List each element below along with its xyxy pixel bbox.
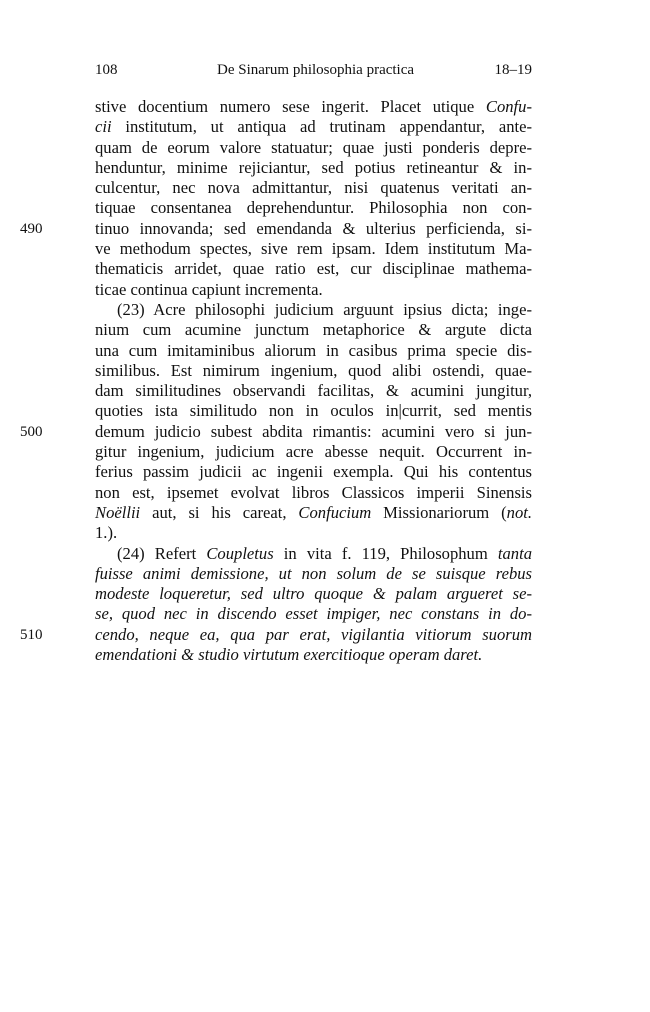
text-segment: similibus. Est nimirum ingenium, quod alibi ostendi, quae- (95, 360, 532, 380)
italic-text: Coupletus (206, 543, 274, 563)
text-segment: non est, ipsemet evolvat libros Classicos imperii Sinensis (95, 482, 532, 502)
text-line (95, 361, 532, 381)
body-text (20, 97, 533, 665)
text-line (95, 462, 532, 482)
text-segment: ve methodum spectes, sive rem ipsam. Idem institutum Ma- (95, 239, 532, 259)
text-line (95, 259, 532, 279)
text-segment: ticae continua capiunt incrementa. (95, 279, 323, 299)
text-line (95, 320, 532, 340)
text-segment: (24) Refert (117, 543, 207, 563)
text-line (95, 158, 532, 178)
text-segment: una cum imitaminibus aliorum in casibus prima specie dis- (95, 340, 532, 360)
text-line (95, 564, 532, 584)
running-head (95, 62, 532, 82)
italic-text: Confucium (298, 502, 372, 522)
text-segment: in vita f. 119, Philosophum (273, 543, 498, 563)
line-number: 500 (20, 423, 43, 440)
italic-text: modeste loqueretur, sed ultro quoque & palam argueret se- (95, 584, 532, 604)
text-line (95, 442, 532, 462)
text-segment: Missionariorum ( (371, 502, 507, 522)
italic-text: fuisse animi demissione, ut non solum de se suisque rebus (95, 563, 532, 583)
text-line (95, 401, 532, 421)
text-segment: tinuo innovanda; sed emendanda & ulterius perficienda, si- (95, 218, 532, 238)
text-line (95, 280, 532, 300)
italic-text: cendo, neque ea, qua par erat, vigilantia vitiorum suorum (95, 624, 532, 644)
text-segment: tiquae consentanea deprehenduntur. Philosophia non con- (95, 198, 532, 218)
text-segment: (23) Acre philosophi judicium arguunt ipsius dicta; inge- (117, 299, 532, 319)
text-line (95, 239, 532, 259)
line-number: 510 (20, 626, 43, 643)
text-line (20, 624, 532, 645)
text-line (95, 341, 532, 361)
text-segment: culcentur, nec nova admittantur, nisi quatenus veritati an- (95, 178, 532, 198)
italic-text: not. (506, 502, 533, 522)
text-segment: 1.). (95, 523, 118, 543)
text-segment: aut, si his careat, (140, 502, 299, 522)
page-number: 108 (95, 62, 118, 78)
text-line (95, 97, 532, 117)
text-segment: henduntur, minime rejiciantur, sed potius retineantur & in- (95, 157, 532, 177)
italic-text: Noëllii (95, 502, 141, 522)
text-segment: thematicis arridet, quae ratio est, cur disciplinae mathema- (95, 259, 532, 279)
text-line (95, 198, 532, 218)
text-segment: quam de eorum valore statuatur; quae justi ponderis depre- (95, 137, 532, 157)
text-line (95, 117, 532, 137)
italic-text: tanta (497, 543, 533, 563)
text-line (95, 523, 532, 543)
text-line (95, 381, 532, 401)
line-number: 490 (20, 220, 43, 237)
text-segment: nium cum acumine junctum metaphorice & argute dicta (95, 320, 532, 340)
text-line (95, 584, 532, 604)
italic-text: cii (95, 117, 112, 137)
text-line (95, 503, 532, 523)
text-segment: dam similitudines observandi facilitas, & acumini jungitur, (95, 381, 532, 401)
section-range: 18–19 (494, 62, 532, 78)
text-line (95, 138, 532, 158)
text-line (95, 300, 532, 320)
italic-text: Confu- (485, 97, 532, 116)
text-segment: gitur ingenium, judicium acre abesse nequit. Occurrent in- (95, 442, 532, 462)
text-segment: ferius passim judicii ac ingenii exempla. Qui his contentus (95, 462, 532, 482)
text-line (20, 218, 532, 239)
text-line (95, 544, 532, 564)
running-title: De Sinarum philosophia practica (217, 62, 415, 78)
text-line (20, 421, 532, 442)
italic-text: se, quod nec in discendo esset impiger, nec constans in do- (95, 604, 532, 624)
text-line (95, 604, 532, 624)
text-segment: demum judicio subest abdita rimantis: acumini vero si jun- (95, 421, 532, 441)
text-segment: institutum, ut antiqua ad trutinam appendantur, ante- (111, 117, 532, 137)
italic-text: emendationi & studio virtutum exercitioque operam daret. (95, 645, 483, 665)
text-segment: stive docentium numero sese ingerit. Placet utique (95, 97, 486, 116)
text-line (95, 483, 532, 503)
text-line (95, 645, 532, 665)
text-line (95, 178, 532, 198)
text-segment: quoties ista similitudo non in oculos in|currit, sed mentis (95, 401, 532, 421)
